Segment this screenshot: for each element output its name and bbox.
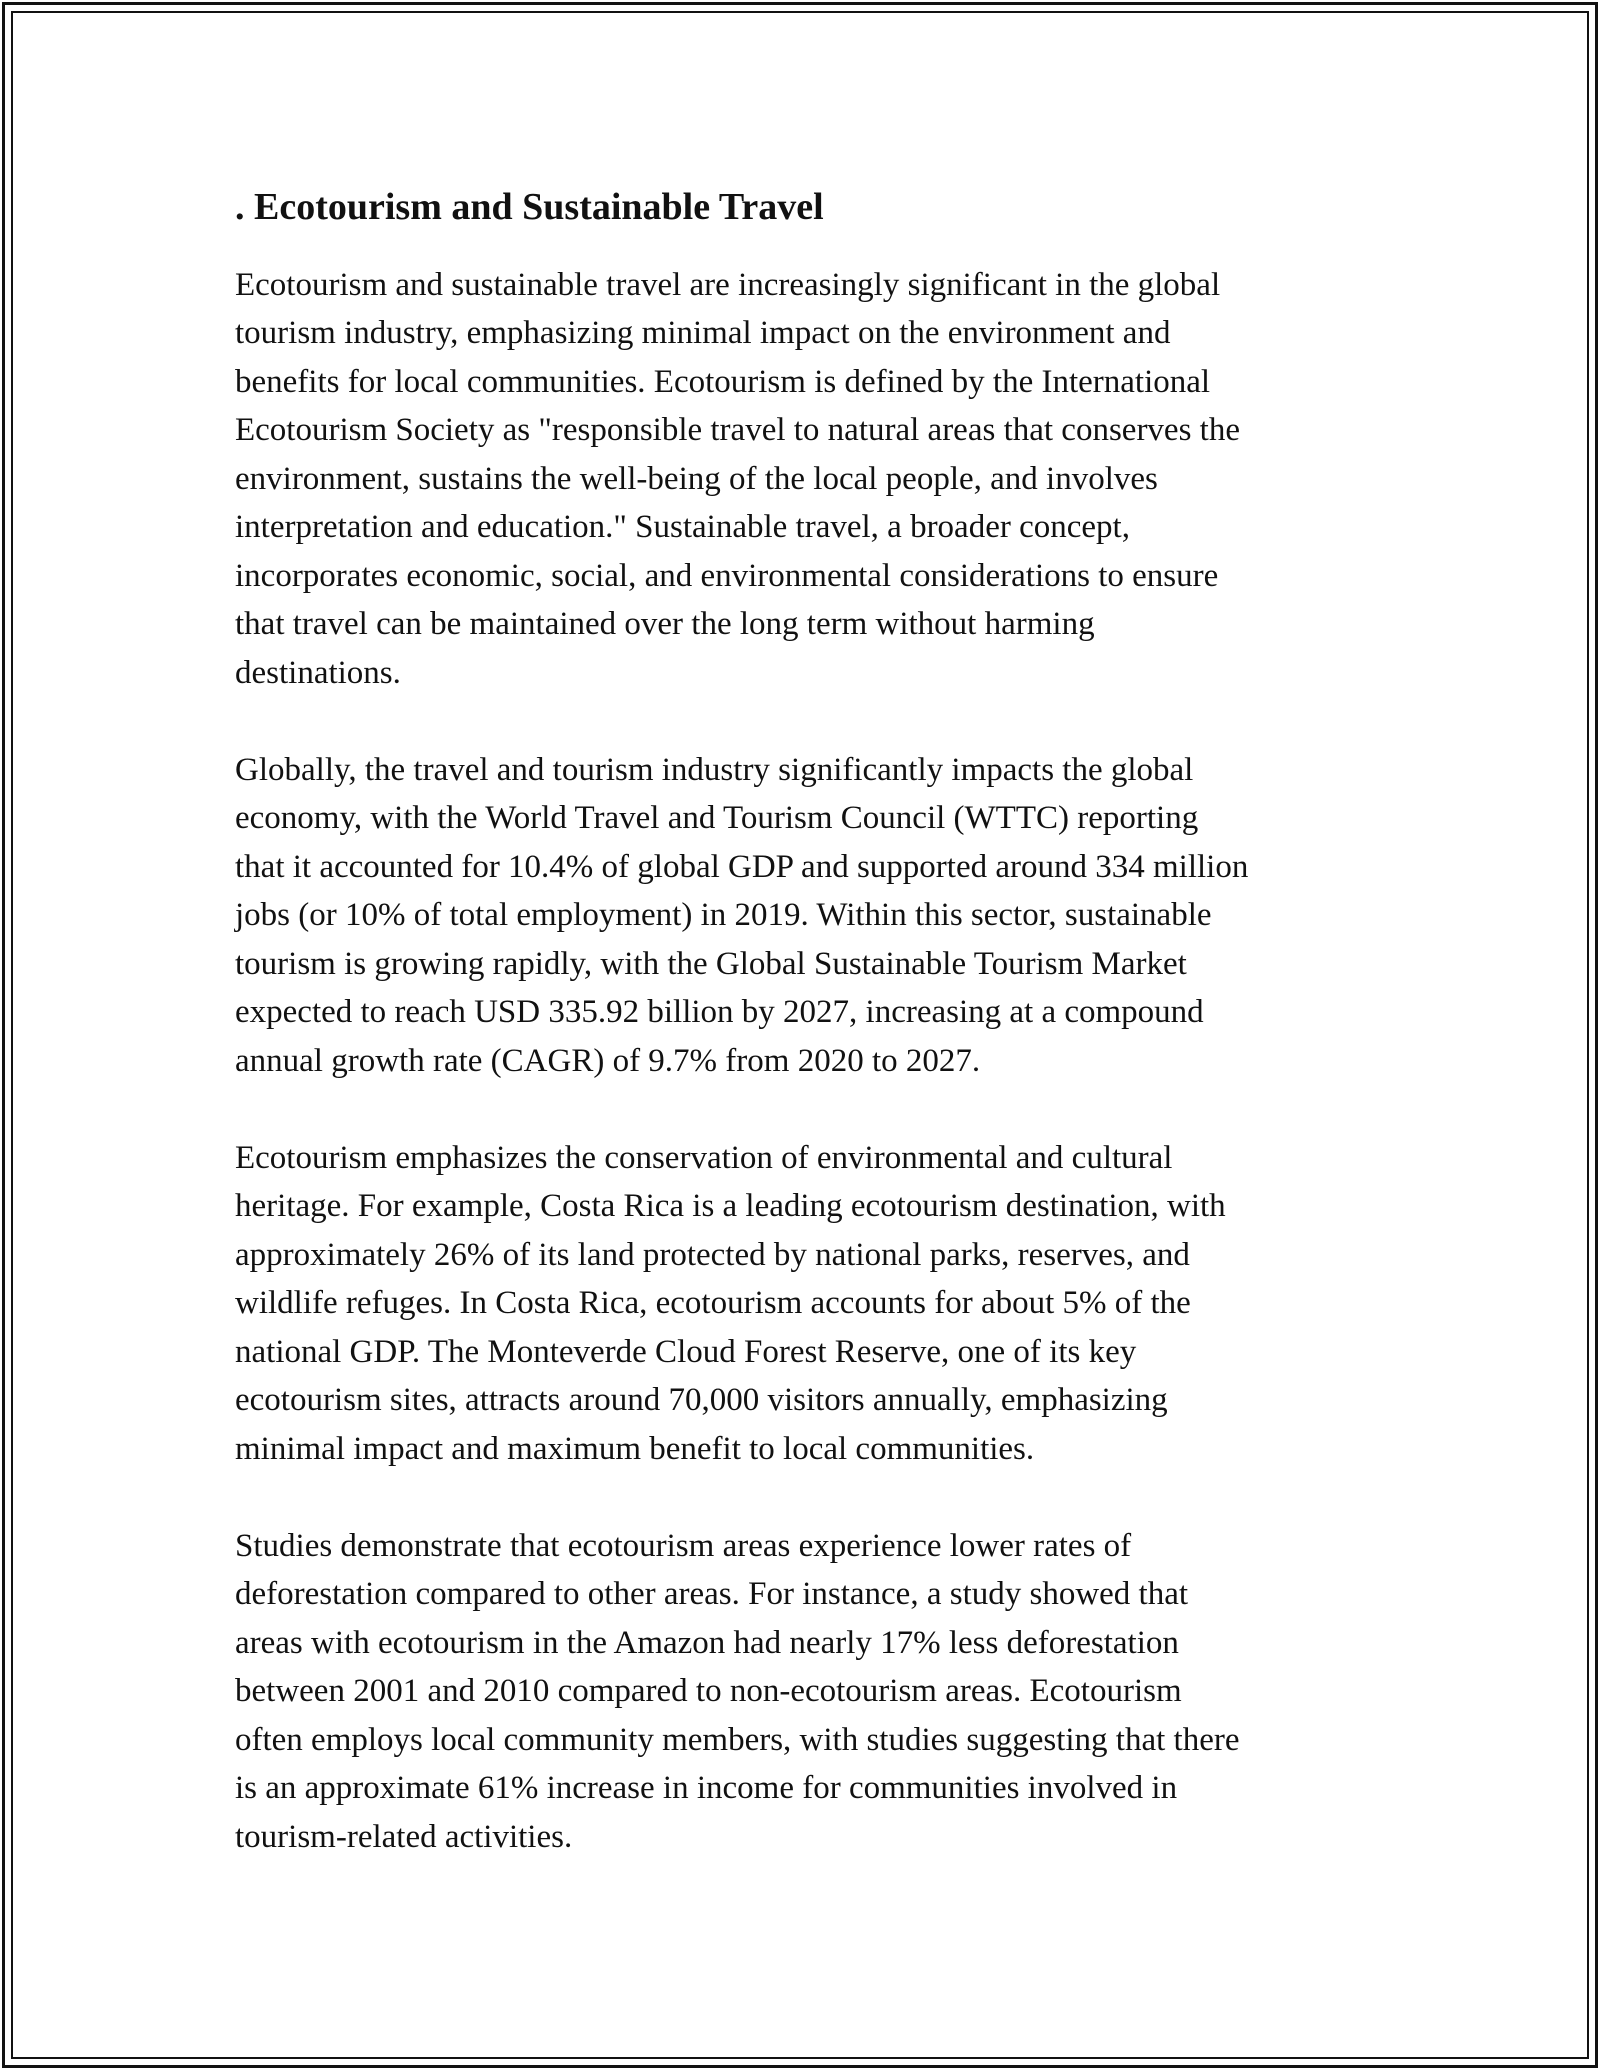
text-line: Globally, the travel and tourism industry significantly impacts the global [235, 751, 1194, 788]
text-line: Ecotourism and sustainable travel are increasingly significant in the global [235, 266, 1221, 303]
paragraph-4 [235, 1522, 1385, 1862]
document-body [235, 185, 1385, 1910]
text-line: Ecotourism emphasizes the conservation of environmental and cultural [235, 1139, 1173, 1176]
text-line: is an approximate 61% increase in income for communities involved in [235, 1770, 1178, 1807]
text-line: often employs local community members, with studies suggesting that there [235, 1721, 1240, 1758]
text-line: incorporates economic, social, and environmental considerations to ensure [235, 557, 1219, 594]
text-line: national GDP. The Monteverde Cloud Forest Reserve, one of its key [235, 1333, 1137, 1370]
text-line: that it accounted for 10.4% of global GDP and supported around 334 million [235, 848, 1249, 885]
paragraph-list [235, 261, 1385, 1862]
text-line: areas with ecotourism in the Amazon had nearly 17% less deforestation [235, 1624, 1179, 1661]
text-line: ecotourism sites, attracts around 70,000 visitors annually, emphasizing [235, 1382, 1168, 1419]
paragraph-3 [235, 1134, 1385, 1474]
text-line: wildlife refuges. In Costa Rica, ecotourism accounts for about 5% of the [235, 1285, 1191, 1322]
text-line: economy, with the World Travel and Tourism Council (WTTC) reporting [235, 800, 1199, 837]
text-line: tourism is growing rapidly, with the Global Sustainable Tourism Market [235, 945, 1187, 982]
text-line: benefits for local communities. Ecotourism is defined by the International [235, 363, 1211, 400]
text-line: environment, sustains the well-being of the local people, and involves [235, 460, 1158, 497]
text-line: between 2001 and 2010 compared to non-ecotourism areas. Ecotourism [235, 1673, 1182, 1710]
text-line: destinations. [235, 654, 401, 691]
text-line: deforestation compared to other areas. For instance, a study showed that [235, 1576, 1189, 1613]
text-line: Studies demonstrate that ecotourism areas experience lower rates of [235, 1527, 1132, 1564]
text-line: Ecotourism Society as "responsible travel to natural areas that conserves the [235, 412, 1240, 449]
paragraph-1 [235, 261, 1385, 698]
paragraph-2 [235, 746, 1385, 1086]
text-line: tourism industry, emphasizing minimal impact on the environment and [235, 315, 1171, 352]
text-line: tourism-related activities. [235, 1818, 573, 1855]
text-line: interpretation and education." Sustainable travel, a broader concept, [235, 509, 1130, 546]
text-line: expected to reach USD 335.92 billion by 2027, increasing at a compound [235, 994, 1204, 1031]
text-line: approximately 26% of its land protected by national parks, reserves, and [235, 1236, 1190, 1273]
text-line: jobs (or 10% of total employment) in 2019. Within this sector, sustainable [235, 897, 1212, 934]
text-line: heritage. For example, Costa Rica is a leading ecotourism destination, with [235, 1188, 1226, 1225]
text-line: that travel can be maintained over the long term without harming [235, 606, 1095, 643]
text-line: minimal impact and maximum benefit to local communities. [235, 1430, 1035, 1467]
section-heading: . Ecotourism and Sustainable Travel [235, 186, 824, 228]
text-line: annual growth rate (CAGR) of 9.7% from 2020 to 2027. [235, 1042, 981, 1079]
